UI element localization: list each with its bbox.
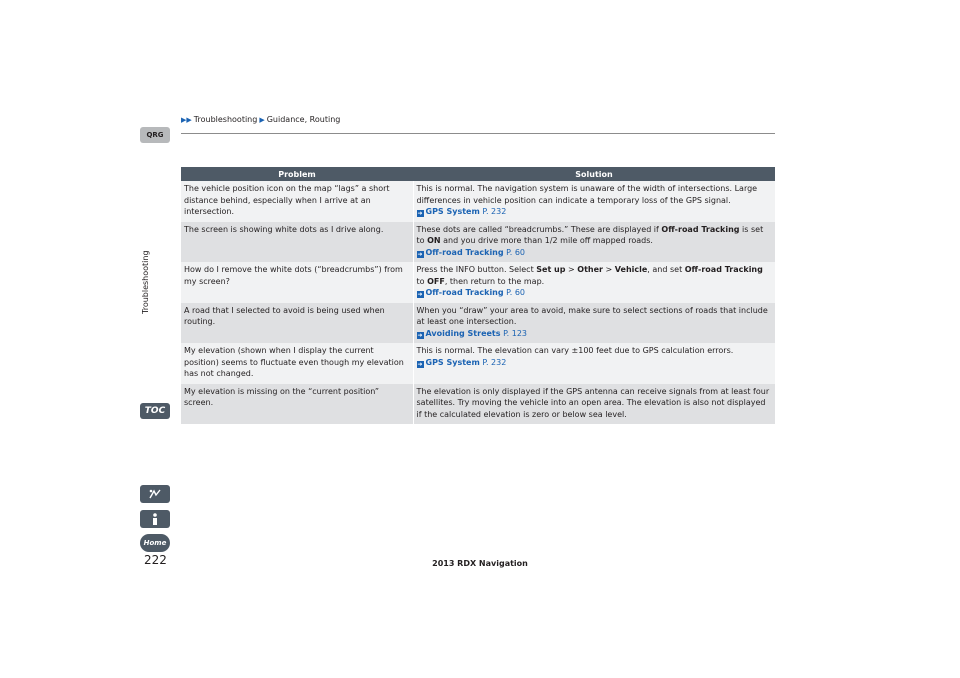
table-header-row [181, 167, 775, 181]
solution-text: and you drive more than 1/2 mile off mapped roads. [440, 236, 653, 245]
reference-arrow-icon: ➜ [417, 210, 423, 217]
setting-name: Off-road Tracking [661, 224, 740, 234]
problem-cell: How do I remove the white dots (“breadcrumbs”) from my screen? [181, 262, 413, 303]
solution-text: is set to [416, 224, 764, 245]
solution-text: This is normal. The elevation can vary ±100 feet due to GPS calculation errors. [416, 346, 734, 355]
breadcrumb-separator-icon: ▶ [259, 115, 265, 124]
reference-page: P. 60 [506, 247, 525, 257]
footer-title: 2013 RDX Navigation [432, 559, 528, 568]
page-number: 222 [144, 553, 167, 567]
qrg-tab[interactable]: QRG [140, 127, 170, 143]
reference-link[interactable] [417, 329, 528, 338]
reference-arrow-icon: ➜ [417, 291, 423, 298]
section-vertical-label: Troubleshooting [141, 250, 150, 314]
reference-page: P. 232 [482, 357, 507, 367]
solution-text: to [416, 276, 428, 286]
breadcrumb-arrow-icon: ▶▶ [181, 115, 192, 124]
solution-text: > [602, 265, 615, 274]
solution-cell: The elevation is only displayed if the GPS antenna can receive signals from at least four satellites. Try moving the vehicle into an open area. The elevation is also not displayed if the calculated elevation is zero or below sea level. [413, 384, 775, 425]
menu-item-name: Other [577, 265, 603, 274]
table-row [181, 181, 775, 222]
voice-command-button[interactable] [140, 485, 170, 503]
reference-link[interactable] [417, 288, 526, 297]
table-row [181, 222, 775, 263]
setting-value: ON [427, 236, 441, 245]
solution-text: This is normal. The navigation system is unaware of the width of intersections. Large differences in vehicle position can indicate a temporary loss of the GPS signal. [416, 184, 758, 205]
reference-title: Off-road Tracking [425, 288, 504, 297]
problem-cell: My elevation is missing on the “current position” screen. [181, 384, 413, 425]
solution-header: Solution [413, 167, 775, 181]
reference-page: P. 60 [506, 288, 525, 297]
breadcrumb-page: Guidance, Routing [266, 115, 341, 124]
setting-value: OFF [427, 276, 445, 286]
info-icon [151, 513, 159, 526]
reference-title: Off-road Tracking [425, 247, 504, 257]
menu-item-name: Set up [536, 265, 566, 274]
solution-cell [413, 262, 775, 303]
setting-name: Off-road Tracking [684, 265, 763, 274]
problem-cell: The vehicle position icon on the map “lags” a short distance behind, especially when I arrive at an intersection. [181, 181, 413, 222]
breadcrumb-section-link[interactable]: Troubleshooting [193, 115, 258, 124]
toc-button[interactable]: TOC [140, 403, 170, 419]
reference-arrow-icon: ➜ [417, 360, 423, 368]
reference-page: P. 123 [503, 328, 527, 338]
table-row [181, 343, 775, 384]
solution-text: When you “draw” your area to avoid, make sure to select sections of roads that include at least one intersection. [416, 305, 768, 326]
solution-text: , and set [647, 265, 685, 274]
info-button[interactable] [140, 510, 170, 528]
problem-header: Problem [181, 167, 413, 181]
problem-cell: The screen is showing white dots as I drive along. [181, 222, 413, 263]
home-button[interactable]: Home [140, 534, 170, 552]
solution-cell [413, 222, 775, 263]
header-divider [181, 133, 775, 134]
reference-title: Avoiding Streets [425, 328, 501, 338]
reference-link[interactable] [417, 207, 507, 216]
solution-text: , then return to the map. [444, 276, 545, 286]
reference-link[interactable] [417, 358, 507, 367]
problem-cell: My elevation (shown when I display the current position) seems to fluctuate even though my elevation has not changed. [181, 343, 413, 384]
reference-link[interactable] [417, 248, 526, 257]
reference-arrow-icon: ➜ [417, 331, 423, 339]
breadcrumb [181, 115, 340, 124]
voice-command-icon [148, 488, 162, 500]
table-row [181, 262, 775, 303]
solution-cell [413, 343, 775, 384]
solution-cell [413, 303, 775, 344]
table-row [181, 303, 775, 344]
menu-item-name: Vehicle [614, 265, 648, 274]
reference-title: GPS System [425, 357, 480, 367]
solution-text: These dots are called “breadcrumbs.” These are displayed if [416, 224, 662, 234]
solution-text: > [565, 265, 578, 274]
problem-cell: A road that I selected to avoid is being used when routing. [181, 303, 413, 344]
table-row [181, 384, 775, 425]
troubleshooting-table [181, 167, 775, 424]
reference-page: P. 232 [482, 207, 507, 216]
reference-title: GPS System [425, 207, 480, 216]
solution-text: Press the INFO button. Select [416, 265, 537, 274]
reference-arrow-icon: ➜ [417, 250, 423, 258]
solution-cell [413, 181, 775, 222]
